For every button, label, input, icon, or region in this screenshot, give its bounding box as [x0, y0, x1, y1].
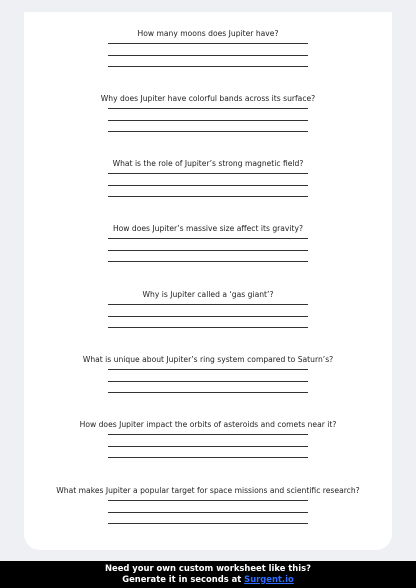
- answer-line: [108, 173, 308, 174]
- question-text: What is the role of Jupiter’s strong magnetic field?: [112, 159, 304, 168]
- question-block: [24, 290, 392, 328]
- question-text: Why does Jupiter have colorful bands across its surface?: [100, 94, 316, 103]
- answer-line: [108, 512, 308, 513]
- question-block: [24, 94, 392, 132]
- question-text: How many moons does Jupiter have?: [137, 29, 279, 38]
- question-text: How does Jupiter’s massive size affect its gravity?: [112, 224, 304, 233]
- question-text: What makes Jupiter a popular target for space missions and scientific research?: [56, 486, 360, 495]
- answer-line: [108, 55, 308, 56]
- surgent-link[interactable]: Surgent.io: [244, 573, 294, 584]
- promo-footer: [0, 561, 416, 588]
- answer-line: [108, 120, 308, 121]
- answer-line: [108, 523, 308, 524]
- question-block: [24, 159, 392, 197]
- promo-line-2: [0, 574, 416, 585]
- answer-line: [108, 185, 308, 186]
- answer-line: [108, 261, 308, 262]
- question-text: What is unique about Jupiter’s ring system compared to Saturn’s?: [82, 355, 334, 364]
- answer-line: [108, 392, 308, 393]
- answer-line: [108, 304, 308, 305]
- answer-line: [108, 108, 308, 109]
- question-block: [24, 355, 392, 393]
- question-block: [24, 29, 392, 67]
- answer-line: [108, 66, 308, 67]
- answer-line: [108, 316, 308, 317]
- answer-line: [108, 238, 308, 239]
- promo-line-1: Need your own custom worksheet like this?: [105, 563, 311, 573]
- answer-line: [108, 369, 308, 370]
- question-text: Why is Jupiter called a ‘gas giant’?: [142, 290, 274, 299]
- answer-line: [108, 457, 308, 458]
- answer-line: [108, 327, 308, 328]
- answer-line: [108, 500, 308, 501]
- answer-line: [108, 446, 308, 447]
- answer-line: [108, 434, 308, 435]
- promo-line-2-text: Generate it in seconds at: [122, 573, 245, 584]
- question-block: [24, 420, 392, 458]
- question-block: [24, 224, 392, 262]
- answer-line: [108, 196, 308, 197]
- question-text: How does Jupiter impact the orbits of asteroids and comets near it?: [79, 420, 337, 429]
- question-block: [24, 486, 392, 524]
- answer-line: [108, 250, 308, 251]
- answer-line: [108, 131, 308, 132]
- worksheet-page: [24, 12, 392, 550]
- answer-line: [108, 381, 308, 382]
- answer-line: [108, 43, 308, 44]
